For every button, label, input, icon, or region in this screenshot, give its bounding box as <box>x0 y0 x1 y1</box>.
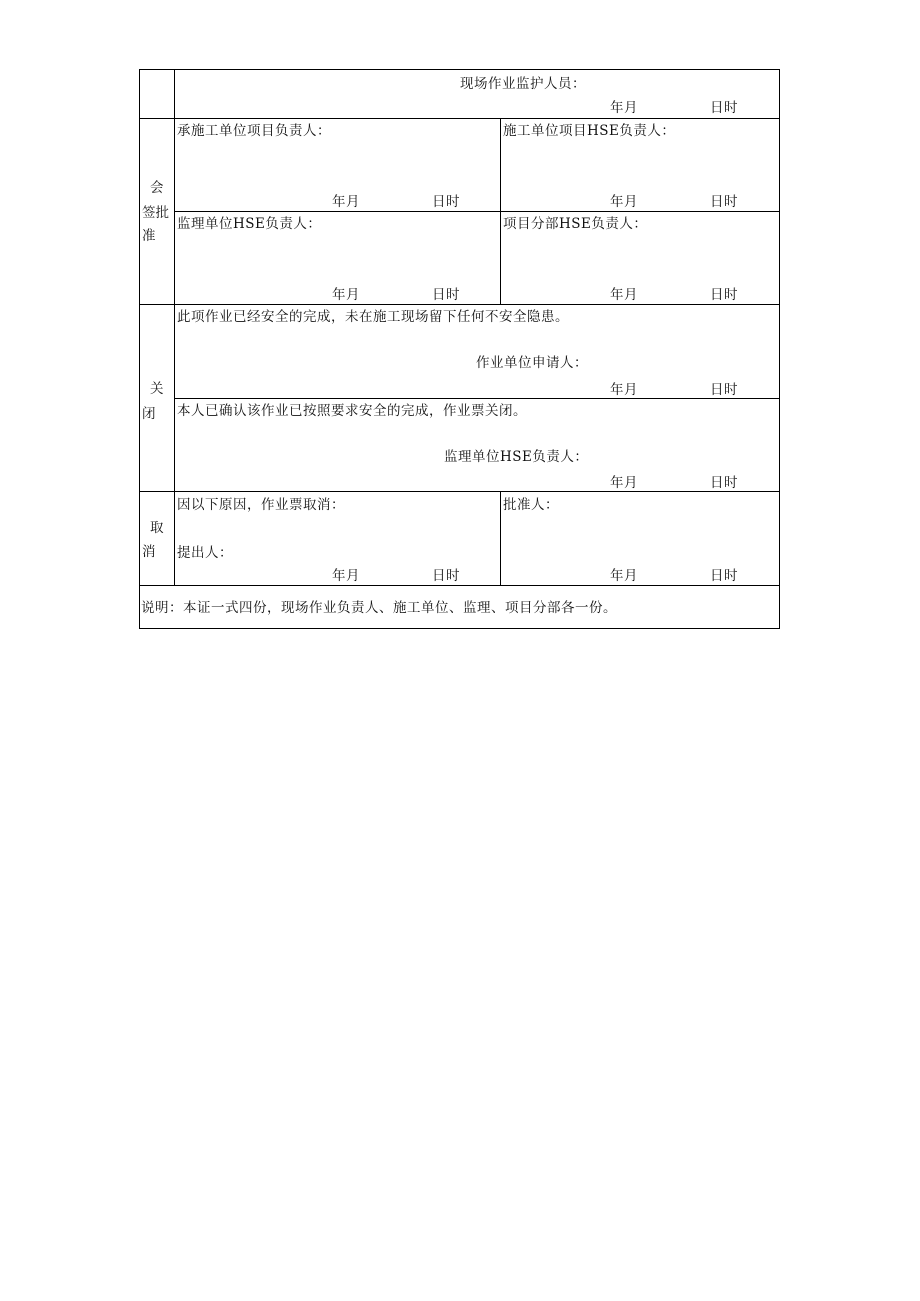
sign-section-label-1: 会 <box>150 180 164 196</box>
close-applicant-year-month: 年月 <box>610 382 638 398</box>
row-divider-cancel-end <box>139 585 780 586</box>
construction-hse-year-month: 年月 <box>610 194 638 210</box>
monitor-day-time: 日时 <box>710 100 738 116</box>
close-applicant-day-time: 日时 <box>710 382 738 398</box>
construction-hse-day-time: 日时 <box>710 194 738 210</box>
supervisor-hse-day-time: 日时 <box>432 287 460 303</box>
row-divider-sign-mid <box>174 211 780 212</box>
supervisor-hse-year-month: 年月 <box>332 287 360 303</box>
cancel-proposer-day-time: 日时 <box>432 568 460 584</box>
column-divider-cancel <box>500 491 501 585</box>
column-divider-label <box>174 69 175 585</box>
contractor-day-time: 日时 <box>432 194 460 210</box>
row-divider-sign-end <box>139 304 780 305</box>
cancel-section-label-2: 消 <box>142 544 156 560</box>
close-supervisor-hse-label: 监理单位HSE负责人： <box>444 449 589 465</box>
sign-section-label-3: 准 <box>142 228 156 244</box>
project-branch-hse-manager-label: 项目分部HSE负责人： <box>503 216 648 232</box>
close-supervisor-day-time: 日时 <box>710 475 738 491</box>
column-divider-sign <box>500 118 501 304</box>
contractor-year-month: 年月 <box>332 194 360 210</box>
cancel-approver-label: 批准人： <box>503 497 559 513</box>
project-branch-hse-year-month: 年月 <box>610 287 638 303</box>
cancel-proposer-year-month: 年月 <box>332 568 360 584</box>
close-section-label-1: 关 <box>150 381 164 397</box>
cancel-approver-day-time: 日时 <box>710 568 738 584</box>
table-border-right <box>779 69 780 629</box>
table-border-top <box>139 69 780 70</box>
table-border-left <box>139 69 140 629</box>
close-applicant-label: 作业单位申请人： <box>476 355 588 371</box>
close-confirmation-statement: 本人已确认该作业已按照要求安全的完成，作业票关闭。 <box>177 403 527 419</box>
sign-section-label-2: 签批 <box>142 205 169 221</box>
close-supervisor-year-month: 年月 <box>610 475 638 491</box>
cancel-approver-year-month: 年月 <box>610 568 638 584</box>
cancel-section-label-1: 取 <box>150 520 164 536</box>
close-section-label-2: 闭 <box>142 406 156 422</box>
construction-hse-manager-label: 施工单位项目HSE负责人： <box>503 123 676 139</box>
cancel-proposer-label: 提出人： <box>177 545 233 561</box>
project-branch-hse-day-time: 日时 <box>710 287 738 303</box>
contractor-project-manager-label: 承施工单位项目负责人： <box>177 123 331 139</box>
cancel-reason-label: 因以下原因，作业票取消： <box>177 497 345 513</box>
row-divider-close-mid <box>174 398 780 399</box>
monitor-label: 现场作业监护人员： <box>460 76 586 92</box>
row-divider-monitor <box>139 118 780 119</box>
table-border-bottom <box>139 628 780 629</box>
supervisor-hse-manager-label: 监理单位HSE负责人： <box>177 216 322 232</box>
form-note: 说明：本证一式四份，现场作业负责人、施工单位、监理、项目分部各一份。 <box>141 600 617 616</box>
close-completion-statement: 此项作业已经安全的完成，未在施工现场留下任何不安全隐患。 <box>177 309 569 325</box>
monitor-year-month: 年月 <box>610 100 638 116</box>
row-divider-close-end <box>139 491 780 492</box>
